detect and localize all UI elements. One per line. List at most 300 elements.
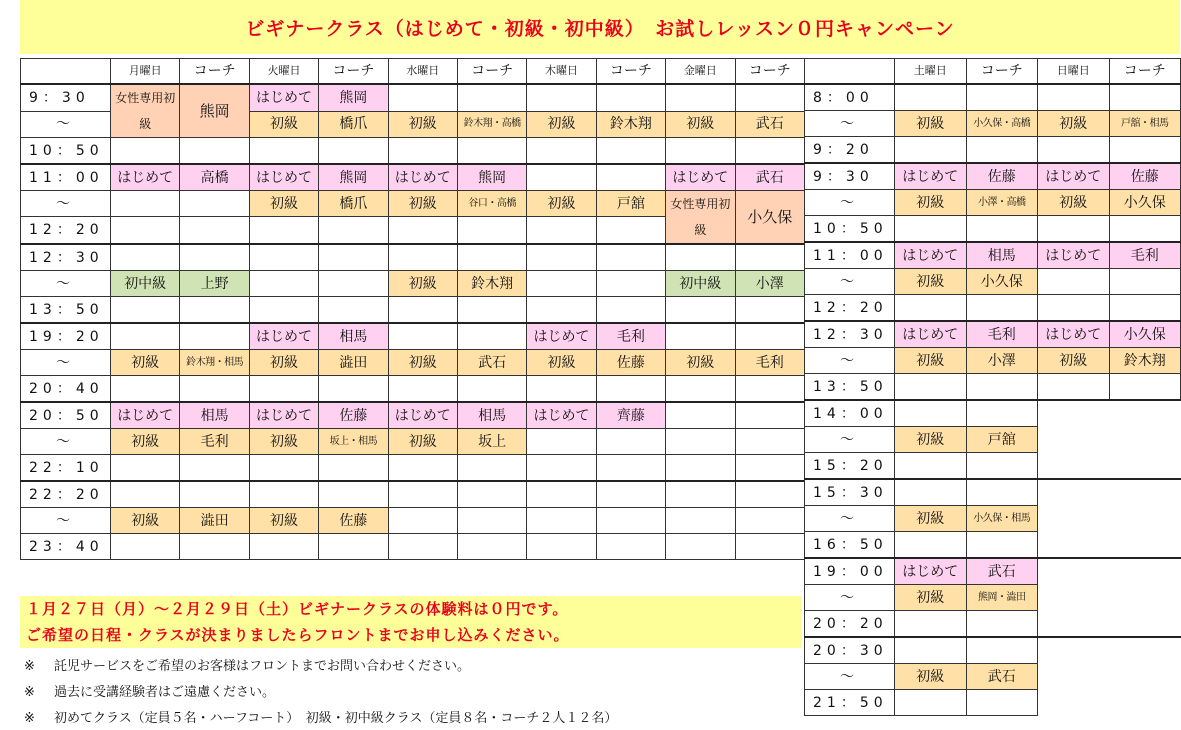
coach-cell: 相馬	[966, 242, 1038, 269]
class-type-cell: はじめて	[666, 164, 735, 191]
class-type-cell: 初級	[527, 191, 596, 217]
schedule-row	[805, 216, 1181, 243]
coach-cell	[180, 244, 249, 271]
schedule-row	[21, 429, 805, 455]
empty-cell	[1038, 637, 1110, 664]
class-type-cell: 初級	[388, 111, 457, 138]
coach-cell: 坂上	[457, 429, 526, 455]
coach-cell	[457, 323, 526, 350]
time-cell: 12：20	[805, 295, 895, 322]
empty-cell	[1038, 506, 1110, 532]
class-type-cell	[249, 455, 318, 482]
coach-cell	[735, 534, 804, 560]
class-type-cell	[111, 534, 180, 560]
coach-cell	[966, 84, 1038, 111]
coach-cell: 毛利	[966, 321, 1038, 348]
coach-cell	[596, 271, 665, 297]
schedule-row	[805, 585, 1181, 611]
coach-cell	[735, 244, 804, 271]
time-cell: 8：00	[805, 84, 895, 111]
schedule-row	[21, 376, 805, 403]
time-cell: ～	[21, 191, 111, 217]
coach-cell: 坂上・相馬	[319, 429, 388, 455]
class-type-cell: はじめて	[527, 402, 596, 429]
coach-cell	[966, 479, 1038, 506]
class-type-cell	[895, 532, 967, 559]
coach-cell	[180, 191, 249, 217]
coach-cell	[596, 455, 665, 482]
class-type-cell	[249, 138, 318, 165]
note-capacity: ※ 初めてクラス（定員５名・ハーフコート） 初級・初中級クラス（定員８名・コーチ２人１２名）	[24, 711, 618, 726]
class-type-cell	[666, 534, 735, 560]
time-cell: 19：00	[805, 558, 895, 585]
schedule-row	[805, 479, 1181, 506]
coach-cell	[319, 481, 388, 508]
empty-cell	[1038, 585, 1110, 611]
schedule-row	[805, 190, 1181, 216]
coach-cell: 熊岡	[319, 164, 388, 191]
class-type-cell	[1038, 216, 1110, 243]
coach-header-cell: コーチ	[457, 59, 526, 85]
coach-cell	[966, 637, 1038, 664]
class-type-cell	[895, 611, 967, 638]
coach-cell	[966, 611, 1038, 638]
schedule-row	[21, 271, 805, 297]
class-type-cell: はじめて	[895, 558, 967, 585]
class-type-cell	[527, 164, 596, 191]
time-cell: 19：20	[21, 323, 111, 350]
coach-cell: 佐藤	[596, 350, 665, 376]
class-type-cell: はじめて	[1038, 242, 1110, 269]
coach-cell	[180, 534, 249, 560]
empty-cell	[1038, 690, 1110, 716]
time-cell: 13：50	[805, 374, 895, 401]
coach-cell: 鈴木翔	[596, 111, 665, 138]
coach-cell	[457, 481, 526, 508]
coach-cell	[966, 453, 1038, 480]
coach-cell	[966, 690, 1038, 716]
coach-cell: 齊藤	[596, 402, 665, 429]
class-type-cell	[111, 481, 180, 508]
class-type-cell	[249, 481, 318, 508]
class-type-cell: 初級	[249, 429, 318, 455]
class-type-cell: はじめて	[895, 242, 967, 269]
class-type-cell	[527, 481, 596, 508]
coach-cell	[735, 297, 804, 324]
class-type-cell: 初級	[111, 508, 180, 534]
schedule-row	[805, 611, 1181, 638]
class-type-cell	[111, 455, 180, 482]
coach-cell	[1109, 216, 1181, 243]
coach-cell	[596, 429, 665, 455]
class-type-cell	[111, 84, 180, 138]
class-type-cell	[666, 481, 735, 508]
coach-cell	[457, 244, 526, 271]
day-header-cell: 水曜日	[388, 59, 457, 85]
class-type-cell: はじめて	[388, 402, 457, 429]
time-cell: ～	[805, 585, 895, 611]
coach-header-cell: コーチ	[1109, 59, 1181, 85]
header-row	[805, 59, 1181, 85]
coach-cell	[180, 297, 249, 324]
coach-header-cell: コーチ	[596, 59, 665, 85]
class-type-cell	[895, 216, 967, 243]
coach-cell: 武石	[735, 164, 804, 191]
coach-cell: 鈴木翔	[457, 271, 526, 297]
coach-cell	[319, 138, 388, 165]
class-type-cell	[666, 297, 735, 324]
coach-cell: 相馬	[457, 402, 526, 429]
coach-cell: 小久保・高橋	[966, 111, 1038, 137]
coach-cell	[735, 455, 804, 482]
coach-cell	[457, 217, 526, 244]
class-type-cell	[1038, 295, 1110, 322]
time-cell: 16：50	[805, 532, 895, 559]
women-only-label: 女性専用初級	[115, 91, 176, 131]
empty-cell	[1109, 637, 1181, 664]
coach-cell	[966, 137, 1038, 164]
time-cell: ～	[805, 190, 895, 216]
schedule-row	[805, 558, 1181, 585]
coach-cell	[966, 216, 1038, 243]
day-header-cell: 金曜日	[666, 59, 735, 85]
coach-cell: 橋爪	[319, 191, 388, 217]
time-cell: 23：40	[21, 534, 111, 560]
time-cell: 15：30	[805, 479, 895, 506]
empty-cell	[1038, 664, 1110, 690]
class-type-cell	[388, 217, 457, 244]
empty-cell	[1109, 400, 1181, 427]
empty-cell	[1038, 611, 1110, 638]
time-cell: 20：30	[805, 637, 895, 664]
class-type-cell	[666, 323, 735, 350]
time-cell: 22：20	[21, 481, 111, 508]
coach-cell: 戸舘	[966, 427, 1038, 453]
coach-cell: 澁田	[180, 508, 249, 534]
class-type-cell	[527, 297, 596, 324]
coach-cell	[319, 376, 388, 403]
class-type-cell	[111, 323, 180, 350]
coach-cell	[1109, 295, 1181, 322]
class-type-cell: 初級	[249, 111, 318, 138]
class-type-cell	[895, 295, 967, 322]
class-type-cell	[666, 84, 735, 111]
schedule-row	[805, 295, 1181, 322]
coach-header-cell: コーチ	[966, 59, 1038, 85]
schedule-row	[805, 348, 1181, 374]
class-type-cell: 初級	[388, 429, 457, 455]
class-type-cell: 初級	[895, 190, 967, 216]
class-type-cell	[388, 84, 457, 111]
coach-cell	[180, 138, 249, 165]
women-only-label: 女性専用初級	[670, 197, 731, 237]
time-cell: ～	[805, 506, 895, 532]
coach-cell	[180, 376, 249, 403]
coach-cell	[735, 508, 804, 534]
time-cell: ～	[805, 111, 895, 137]
class-type-cell: 初級	[895, 585, 967, 611]
coach-cell: 小久保・相馬	[966, 506, 1038, 532]
weekday-schedule-table	[20, 58, 805, 560]
class-type-cell	[895, 637, 967, 664]
coach-cell: 鈴木翔・高橋	[457, 111, 526, 138]
time-cell: 12：20	[21, 217, 111, 244]
coach-cell: 武石	[735, 111, 804, 138]
class-type-cell	[527, 455, 596, 482]
coach-cell	[457, 138, 526, 165]
empty-cell	[1109, 690, 1181, 716]
coach-cell	[596, 164, 665, 191]
class-type-cell: 初級	[111, 429, 180, 455]
coach-cell	[319, 271, 388, 297]
coach-cell	[735, 402, 804, 429]
class-type-cell: はじめて	[249, 164, 318, 191]
weekend-schedule-table	[804, 58, 1181, 716]
coach-cell	[966, 295, 1038, 322]
schedule-row	[21, 402, 805, 429]
empty-cell	[1109, 506, 1181, 532]
schedule-row	[805, 137, 1181, 164]
coach-cell: 武石	[966, 664, 1038, 690]
class-type-cell	[111, 244, 180, 271]
time-cell: 11：00	[21, 164, 111, 191]
coach-cell	[735, 429, 804, 455]
coach-cell	[596, 534, 665, 560]
class-type-cell	[527, 84, 596, 111]
class-type-cell: はじめて	[249, 402, 318, 429]
coach-cell	[596, 481, 665, 508]
class-type-cell	[666, 429, 735, 455]
class-type-cell: はじめて	[895, 163, 967, 190]
schedule-row	[805, 321, 1181, 348]
coach-cell	[457, 297, 526, 324]
coach-cell	[596, 508, 665, 534]
class-type-cell	[666, 191, 735, 245]
empty-cell	[1109, 427, 1181, 453]
class-type-cell	[249, 244, 318, 271]
time-cell: 20：40	[21, 376, 111, 403]
class-type-cell: 初級	[666, 350, 735, 376]
class-type-cell: 初級	[666, 111, 735, 138]
class-type-cell	[666, 455, 735, 482]
schedule-row	[805, 532, 1181, 559]
class-type-cell: はじめて	[111, 402, 180, 429]
class-type-cell: 初級	[249, 508, 318, 534]
class-type-cell	[895, 453, 967, 480]
coach-cell: 小澤	[735, 271, 804, 297]
time-cell: ～	[21, 429, 111, 455]
class-type-cell	[111, 376, 180, 403]
schedule-row	[805, 242, 1181, 269]
coach-cell	[1109, 84, 1181, 111]
class-type-cell	[666, 138, 735, 165]
time-cell: 11：00	[805, 242, 895, 269]
schedule-row	[21, 297, 805, 324]
class-type-cell	[895, 479, 967, 506]
schedule-row	[21, 138, 805, 165]
coach-cell	[457, 508, 526, 534]
day-header-cell: 日曜日	[1038, 59, 1110, 85]
coach-cell	[319, 455, 388, 482]
class-type-cell: 初級	[249, 191, 318, 217]
schedule-row	[21, 455, 805, 482]
schedule-row	[805, 453, 1181, 480]
class-type-cell: はじめて	[1038, 163, 1110, 190]
coach-cell	[596, 376, 665, 403]
class-type-cell	[249, 376, 318, 403]
class-type-cell: はじめて	[249, 323, 318, 350]
coach-cell	[966, 374, 1038, 401]
time-cell: 12：30	[21, 244, 111, 271]
time-cell: ～	[805, 269, 895, 295]
class-type-cell	[111, 217, 180, 244]
schedule-row	[805, 506, 1181, 532]
coach-cell	[180, 481, 249, 508]
class-type-cell	[388, 376, 457, 403]
coach-cell	[180, 323, 249, 350]
class-type-cell	[111, 297, 180, 324]
class-type-cell: 初級	[1038, 190, 1110, 216]
coach-cell	[319, 244, 388, 271]
empty-cell	[1038, 532, 1110, 559]
schedule-row	[21, 191, 805, 217]
empty-cell	[1109, 479, 1181, 506]
class-type-cell: 初級	[1038, 348, 1110, 374]
empty-cell	[1038, 479, 1110, 506]
class-type-cell	[527, 217, 596, 244]
time-cell: 10：50	[21, 138, 111, 165]
class-type-cell	[666, 376, 735, 403]
class-type-cell	[527, 429, 596, 455]
time-cell: 22：10	[21, 455, 111, 482]
class-type-cell: 初級	[249, 350, 318, 376]
coach-cell	[596, 297, 665, 324]
time-cell: 9：30	[805, 163, 895, 190]
class-type-cell	[1038, 137, 1110, 164]
empty-cell	[1109, 611, 1181, 638]
time-cell: ～	[805, 664, 895, 690]
class-type-cell	[388, 244, 457, 271]
coach-cell: 相馬	[180, 402, 249, 429]
empty-cell	[1109, 453, 1181, 480]
coach-cell: 戸舘	[596, 191, 665, 217]
day-header-cell: 火曜日	[249, 59, 318, 85]
class-type-cell: 初中級	[111, 271, 180, 297]
time-cell: 10：50	[805, 216, 895, 243]
time-cell: ～	[21, 111, 111, 138]
schedule-row	[21, 323, 805, 350]
class-type-cell: 初級	[388, 350, 457, 376]
coach-cell	[596, 138, 665, 165]
coach-cell: 小久保	[735, 191, 804, 245]
class-type-cell: はじめて	[111, 164, 180, 191]
class-type-cell	[527, 138, 596, 165]
coach-cell	[1109, 269, 1181, 295]
class-type-cell	[388, 138, 457, 165]
coach-cell: 鈴木翔	[1109, 348, 1181, 374]
class-type-cell: 初級	[895, 348, 967, 374]
schedule-row	[21, 164, 805, 191]
coach-cell	[596, 244, 665, 271]
class-type-cell: 初級	[895, 427, 967, 453]
coach-cell	[319, 534, 388, 560]
coach-cell: 相馬	[319, 323, 388, 350]
time-cell: 9：30	[21, 84, 111, 111]
time-cell: ～	[21, 350, 111, 376]
schedule-row	[805, 111, 1181, 137]
time-cell: 20：50	[21, 402, 111, 429]
class-type-cell	[527, 534, 596, 560]
coach-header-cell: コーチ	[180, 59, 249, 85]
coach-cell: 小澤	[966, 348, 1038, 374]
class-type-cell	[249, 534, 318, 560]
time-cell: 15：20	[805, 453, 895, 480]
class-type-cell: 初級	[527, 350, 596, 376]
class-type-cell	[388, 323, 457, 350]
schedule-row	[805, 374, 1181, 401]
schedule-row	[21, 350, 805, 376]
day-header-cell: 月曜日	[111, 59, 180, 85]
coach-cell: 武石	[966, 558, 1038, 585]
empty-cell	[1109, 532, 1181, 559]
empty-cell	[1109, 558, 1181, 585]
time-cell: ～	[21, 508, 111, 534]
coach-cell: 武石	[457, 350, 526, 376]
empty-cell	[1038, 558, 1110, 585]
class-type-cell	[1038, 269, 1110, 295]
empty-cell	[1109, 585, 1181, 611]
class-type-cell: はじめて	[1038, 321, 1110, 348]
empty-cell	[1038, 427, 1110, 453]
class-type-cell	[895, 690, 967, 716]
coach-cell: 熊岡	[180, 84, 249, 138]
time-cell: 12：30	[805, 321, 895, 348]
time-cell: 21：50	[805, 690, 895, 716]
coach-cell: 高橋	[180, 164, 249, 191]
schedule-row	[805, 637, 1181, 664]
coach-cell: 熊岡	[457, 164, 526, 191]
coach-cell: 鈴木翔・相馬	[180, 350, 249, 376]
class-type-cell: はじめて	[527, 323, 596, 350]
coach-cell: 小久保	[1109, 190, 1181, 216]
class-type-cell	[666, 402, 735, 429]
schedule-row	[21, 481, 805, 508]
schedule-row	[805, 690, 1181, 716]
coach-cell: 毛利	[180, 429, 249, 455]
coach-cell	[735, 84, 804, 111]
coach-cell: 小澤・高橋	[966, 190, 1038, 216]
coach-cell: 佐藤	[319, 508, 388, 534]
class-type-cell	[666, 244, 735, 271]
class-type-cell: 初級	[527, 111, 596, 138]
time-cell: ～	[805, 427, 895, 453]
schedule-row	[805, 664, 1181, 690]
time-cell: 20：20	[805, 611, 895, 638]
time-cell: ～	[805, 348, 895, 374]
time-cell: 14：00	[805, 400, 895, 427]
coach-cell	[966, 400, 1038, 427]
coach-cell	[735, 481, 804, 508]
class-type-cell	[1038, 374, 1110, 401]
coach-cell: 毛利	[596, 323, 665, 350]
coach-cell: 戸舘・相馬	[1109, 111, 1181, 137]
class-type-cell	[249, 271, 318, 297]
coach-cell: 谷口・高橋	[457, 191, 526, 217]
class-type-cell: 初級	[895, 664, 967, 690]
schedule-row	[21, 508, 805, 534]
coach-cell	[457, 84, 526, 111]
class-type-cell	[111, 138, 180, 165]
